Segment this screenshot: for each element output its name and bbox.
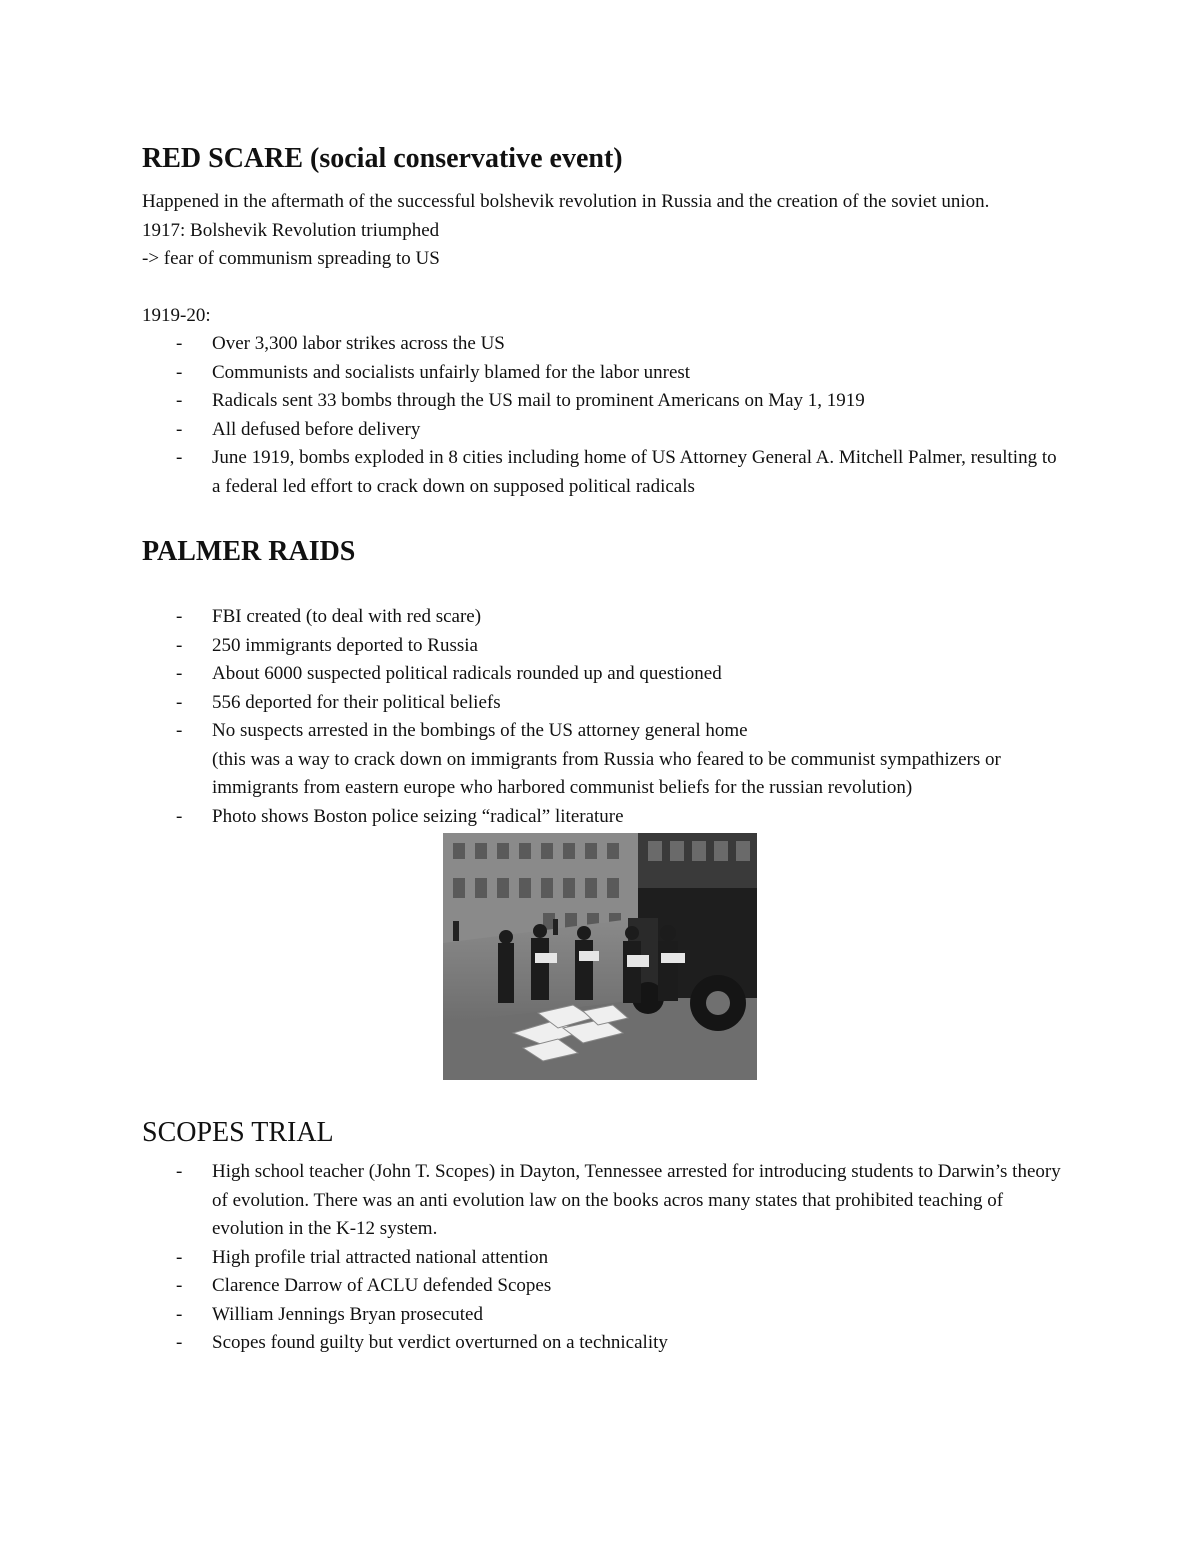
red-scare-1917: 1917: Bolshevik Revolution triumphed xyxy=(142,219,440,241)
list-item: - FBI created (to deal with red scare) xyxy=(142,603,1062,632)
dash-bullet: - xyxy=(176,418,183,440)
scopes-trial-list xyxy=(142,1158,1062,1358)
scopes-trial-heading: SCOPES TRIAL xyxy=(142,1117,334,1148)
dash-bullet: - xyxy=(176,1275,183,1296)
palmer-raids-note: (this was a way to crack down on immigrants from Russia who feared to be communist sympathizers or immigrants from eastern europe who harbored communist beliefs for the russian revolution) xyxy=(212,748,1001,798)
red-scare-years: 1919-20: xyxy=(142,304,211,326)
dash-bullet: - xyxy=(176,691,183,713)
dash-bullet: - xyxy=(176,720,183,741)
dash-bullet: - xyxy=(176,333,183,354)
dash-bullet: - xyxy=(176,1161,183,1182)
list-item: - High profile trial attracted national attention xyxy=(142,1244,1062,1273)
red-scare-heading: RED SCARE (social conservative event) xyxy=(142,143,623,174)
dash-bullet: - xyxy=(176,663,183,684)
red-scare-section xyxy=(142,140,1062,501)
dash-bullet: - xyxy=(176,447,183,468)
list-item: - Clarence Darrow of ACLU defended Scopes xyxy=(142,1272,1062,1301)
list-item: - William Jennings Bryan prosecuted xyxy=(142,1301,1062,1330)
list-item: - Communists and socialists unfairly blamed for the labor unrest xyxy=(142,359,1062,388)
dash-bullet: - xyxy=(176,1332,183,1353)
list-item: - 250 immigrants deported to Russia xyxy=(142,632,1062,661)
list-item: - High school teacher (John T. Scopes) in Dayton, Tennessee arrested for introducing students to Darwin’s theory of evolution. There was an anti evolution law on the books acros many states that prohibited teaching of evolution in the K-12 system. xyxy=(142,1158,1062,1244)
list-item: - Scopes found guilty but verdict overturned on a technicality xyxy=(142,1329,1062,1358)
list-item: - Radicals sent 33 bombs through the US mail to prominent Americans on May 1, 1919 xyxy=(142,387,1062,416)
red-scare-intro: Happened in the aftermath of the successful bolshevik revolution in Russia and the creation of the soviet union. xyxy=(142,191,990,212)
dash-bullet: - xyxy=(176,390,183,411)
list-item: - 556 deported for their political beliefs xyxy=(142,689,1062,718)
dash-bullet: - xyxy=(176,805,183,827)
dash-bullet: - xyxy=(176,361,183,383)
list-item: - No suspects arrested in the bombings of the US attorney general home (this was a way to crack down on immigrants from Russia who feared to be communist sympathizers or immigrants from eastern europe who harbored communist beliefs for the russian revolution) xyxy=(142,717,1062,803)
list-item: - About 6000 suspected political radicals rounded up and questioned xyxy=(142,660,1062,689)
red-scare-fear: -> fear of communism spreading to US xyxy=(142,248,440,269)
list-item: - Over 3,300 labor strikes across the US xyxy=(142,330,1062,359)
list-item: - Photo shows Boston police seizing “radical” literature xyxy=(142,803,1062,832)
list-item: - June 1919, bombs exploded in 8 cities including home of US Attorney General A. Mitchell Palmer, resulting to a federal led effort to crack down on supposed political radicals xyxy=(142,444,1062,501)
list-item: - All defused before delivery xyxy=(142,416,1062,445)
dash-bullet: - xyxy=(176,1303,183,1325)
scopes-trial-section xyxy=(142,1114,1062,1358)
palmer-raids-section xyxy=(142,533,1062,1080)
dash-bullet: - xyxy=(176,1246,183,1268)
dash-bullet: - xyxy=(176,634,183,656)
palmer-raids-heading: PALMER RAIDS xyxy=(142,536,356,567)
red-scare-list xyxy=(142,330,1062,501)
boston-police-photo xyxy=(443,833,757,1080)
dash-bullet: - xyxy=(176,606,183,627)
palmer-raids-list xyxy=(142,603,1062,831)
document-content xyxy=(142,140,1062,1358)
